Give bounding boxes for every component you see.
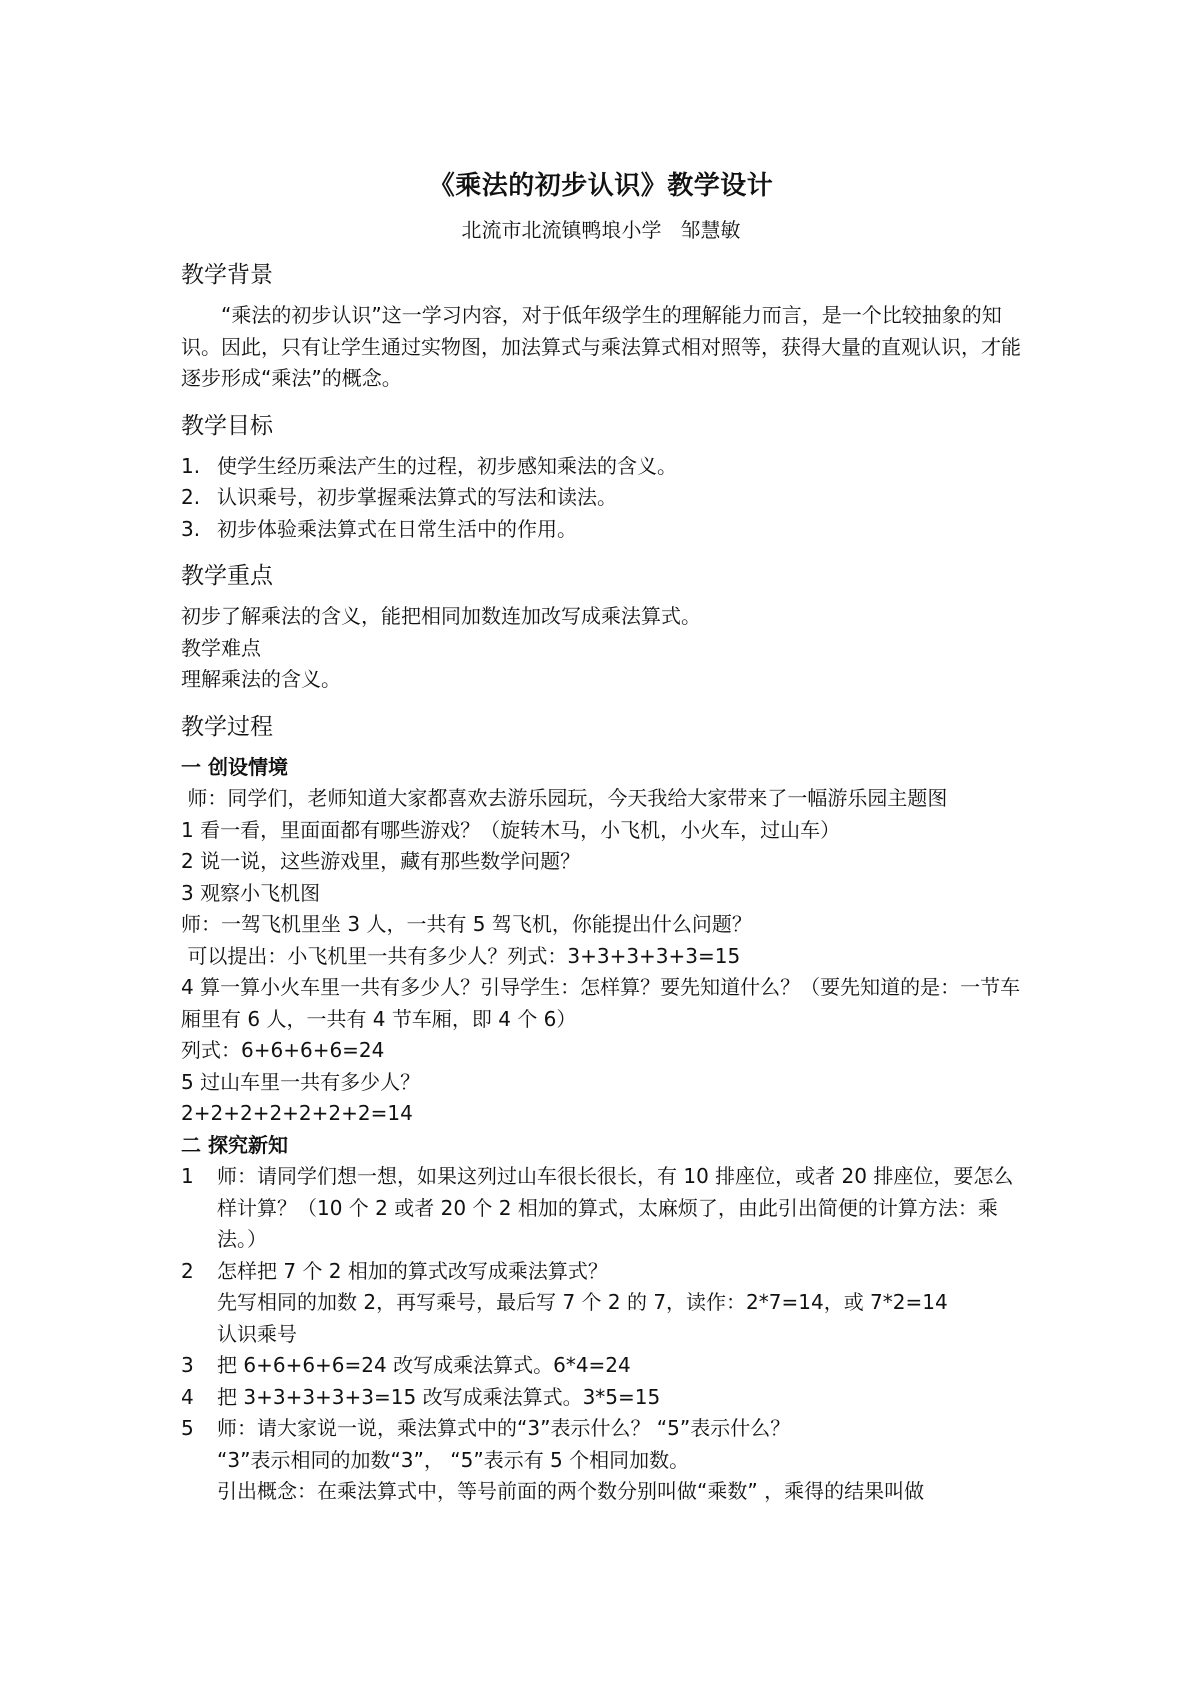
text-line: 师：请大家说一说，乘法算式中的“3”表示什么？ “5”表示什么？ — [217, 1416, 791, 1440]
step-number: 5 — [181, 1416, 194, 1440]
list-item-text: 使学生经历乘法产生的过程，初步感知乘法的含义。 — [217, 453, 677, 478]
text-line: 5 过山车里一共有多少人？ — [181, 1069, 421, 1094]
list-item — [181, 1413, 1021, 1508]
step-text — [217, 1413, 1021, 1508]
list-item — [181, 1382, 1021, 1414]
document-author: 北流市北流镇鸭埌小学 邹慧敏 — [461, 218, 741, 242]
text-line: 列式：6+6+6+6=24 — [181, 1038, 385, 1062]
text-line: 师：一驾飞机里坐 3 人，一共有 5 驾飞机，你能提出什么问题？ — [181, 912, 752, 936]
list-item — [181, 482, 1021, 514]
explore-steps — [181, 1161, 1021, 1508]
text-line: 师：同学们，老师知道大家都喜欢去游乐园玩，今天我给大家带来了一幅游乐园主题图 — [181, 786, 948, 810]
text-line: 2+2+2+2+2+2+2=14 — [181, 1101, 413, 1125]
list-item-text: 认识乘号，初步掌握乘法算式的写法和读法。 — [217, 485, 617, 509]
step-text — [217, 1350, 1021, 1382]
step-text — [217, 1161, 1021, 1256]
background-paragraph: “乘法的初步认识”这一学习内容，对于低年级学生的理解能力而言，是一个比较抽象的知识。因此，只有让学生通过实物图，加法算式与乘法算式相对照等，获得大量的直观认识，才能逐步形成“乘法”的概念。 — [181, 303, 1021, 390]
text-line: 认识乘号 — [217, 1321, 297, 1346]
document-body — [181, 168, 1021, 1508]
list-item-number: 2. — [181, 485, 201, 509]
step-text — [217, 1382, 1021, 1414]
difficulty-label: 教学难点 — [181, 635, 261, 660]
list-item-text: 初步体验乘法算式在日常生活中的作用。 — [217, 516, 577, 541]
scenario-lines — [181, 783, 1021, 1130]
heading-goals: 教学目标 — [181, 412, 273, 439]
text-line: 4 算一算小火车里一共有多少人？引导学生：怎样算？要先知道什么？（要先知道的是：一节车厢里有 6 人，一共有 4 节车厢，即 4 个 6） — [181, 975, 1021, 1031]
list-item — [181, 1350, 1021, 1382]
text-line: 师：请同学们想一想，如果这列过山车很长很长，有 10 排座位，或者 20 排座位，要怎么样计算？（10 个 2 或者 20 个 2 相加的算式，太麻烦了，由此引出简便的计算方法：乘法。） — [217, 1164, 1014, 1251]
step-number: 1 — [181, 1164, 194, 1188]
text-line: 可以提出：小飞机里一共有多少人？列式：3+3+3+3+3=15 — [181, 943, 741, 968]
list-item — [181, 514, 1021, 546]
text-line: 引出概念：在乘法算式中，等号前面的两个数分别叫做“乘数” ，乘得的结果叫做 — [217, 1479, 925, 1503]
text-line: 2 说一说，这些游戏里，藏有那些数学问题？ — [181, 849, 581, 873]
step-number: 4 — [181, 1384, 194, 1409]
text-line: 把 3+3+3+3+3=15 改写成乘法算式。3*5=15 — [217, 1384, 661, 1409]
list-item — [181, 1256, 1021, 1351]
step-number: 3 — [181, 1353, 194, 1377]
text-line: 3 观察小飞机图 — [181, 880, 321, 905]
document-title: 《乘法的初步认识》教学设计 — [428, 171, 774, 201]
section-title-scenario: 一 创设情境 — [181, 754, 288, 779]
goals-list — [181, 451, 1021, 546]
heading-process: 教学过程 — [181, 713, 273, 740]
list-item — [181, 451, 1021, 483]
list-item — [181, 1161, 1021, 1256]
text-line: 先写相同的加数 2，再写乘号，最后写 7 个 2 的 7，读作：2*7=14，或 7*2=14 — [217, 1290, 948, 1314]
step-number: 2 — [181, 1258, 194, 1283]
heading-focus: 教学重点 — [181, 563, 273, 589]
step-text — [217, 1256, 1021, 1351]
difficulty-text: 理解乘法的含义。 — [181, 667, 341, 691]
text-line: 把 6+6+6+6=24 改写成乘法算式。6*4=24 — [217, 1353, 631, 1377]
text-line: 1 看一看，里面面都有哪些游戏？（旋转木马，小飞机，小火车，过山车） — [181, 817, 841, 842]
list-item-number: 1. — [181, 453, 201, 478]
section-title-explore: 二 探究新知 — [181, 1132, 288, 1157]
heading-background: 教学背景 — [181, 262, 273, 288]
text-line: “3”表示相同的加数“3”， “5”表示有 5 个相同加数。 — [217, 1447, 690, 1472]
text-line: 怎样把 7 个 2 相加的算式改写成乘法算式？ — [217, 1258, 608, 1283]
focus-text: 初步了解乘法的含义，能把相同加数连加改写成乘法算式。 — [181, 604, 701, 628]
list-item-number: 3. — [181, 516, 201, 541]
